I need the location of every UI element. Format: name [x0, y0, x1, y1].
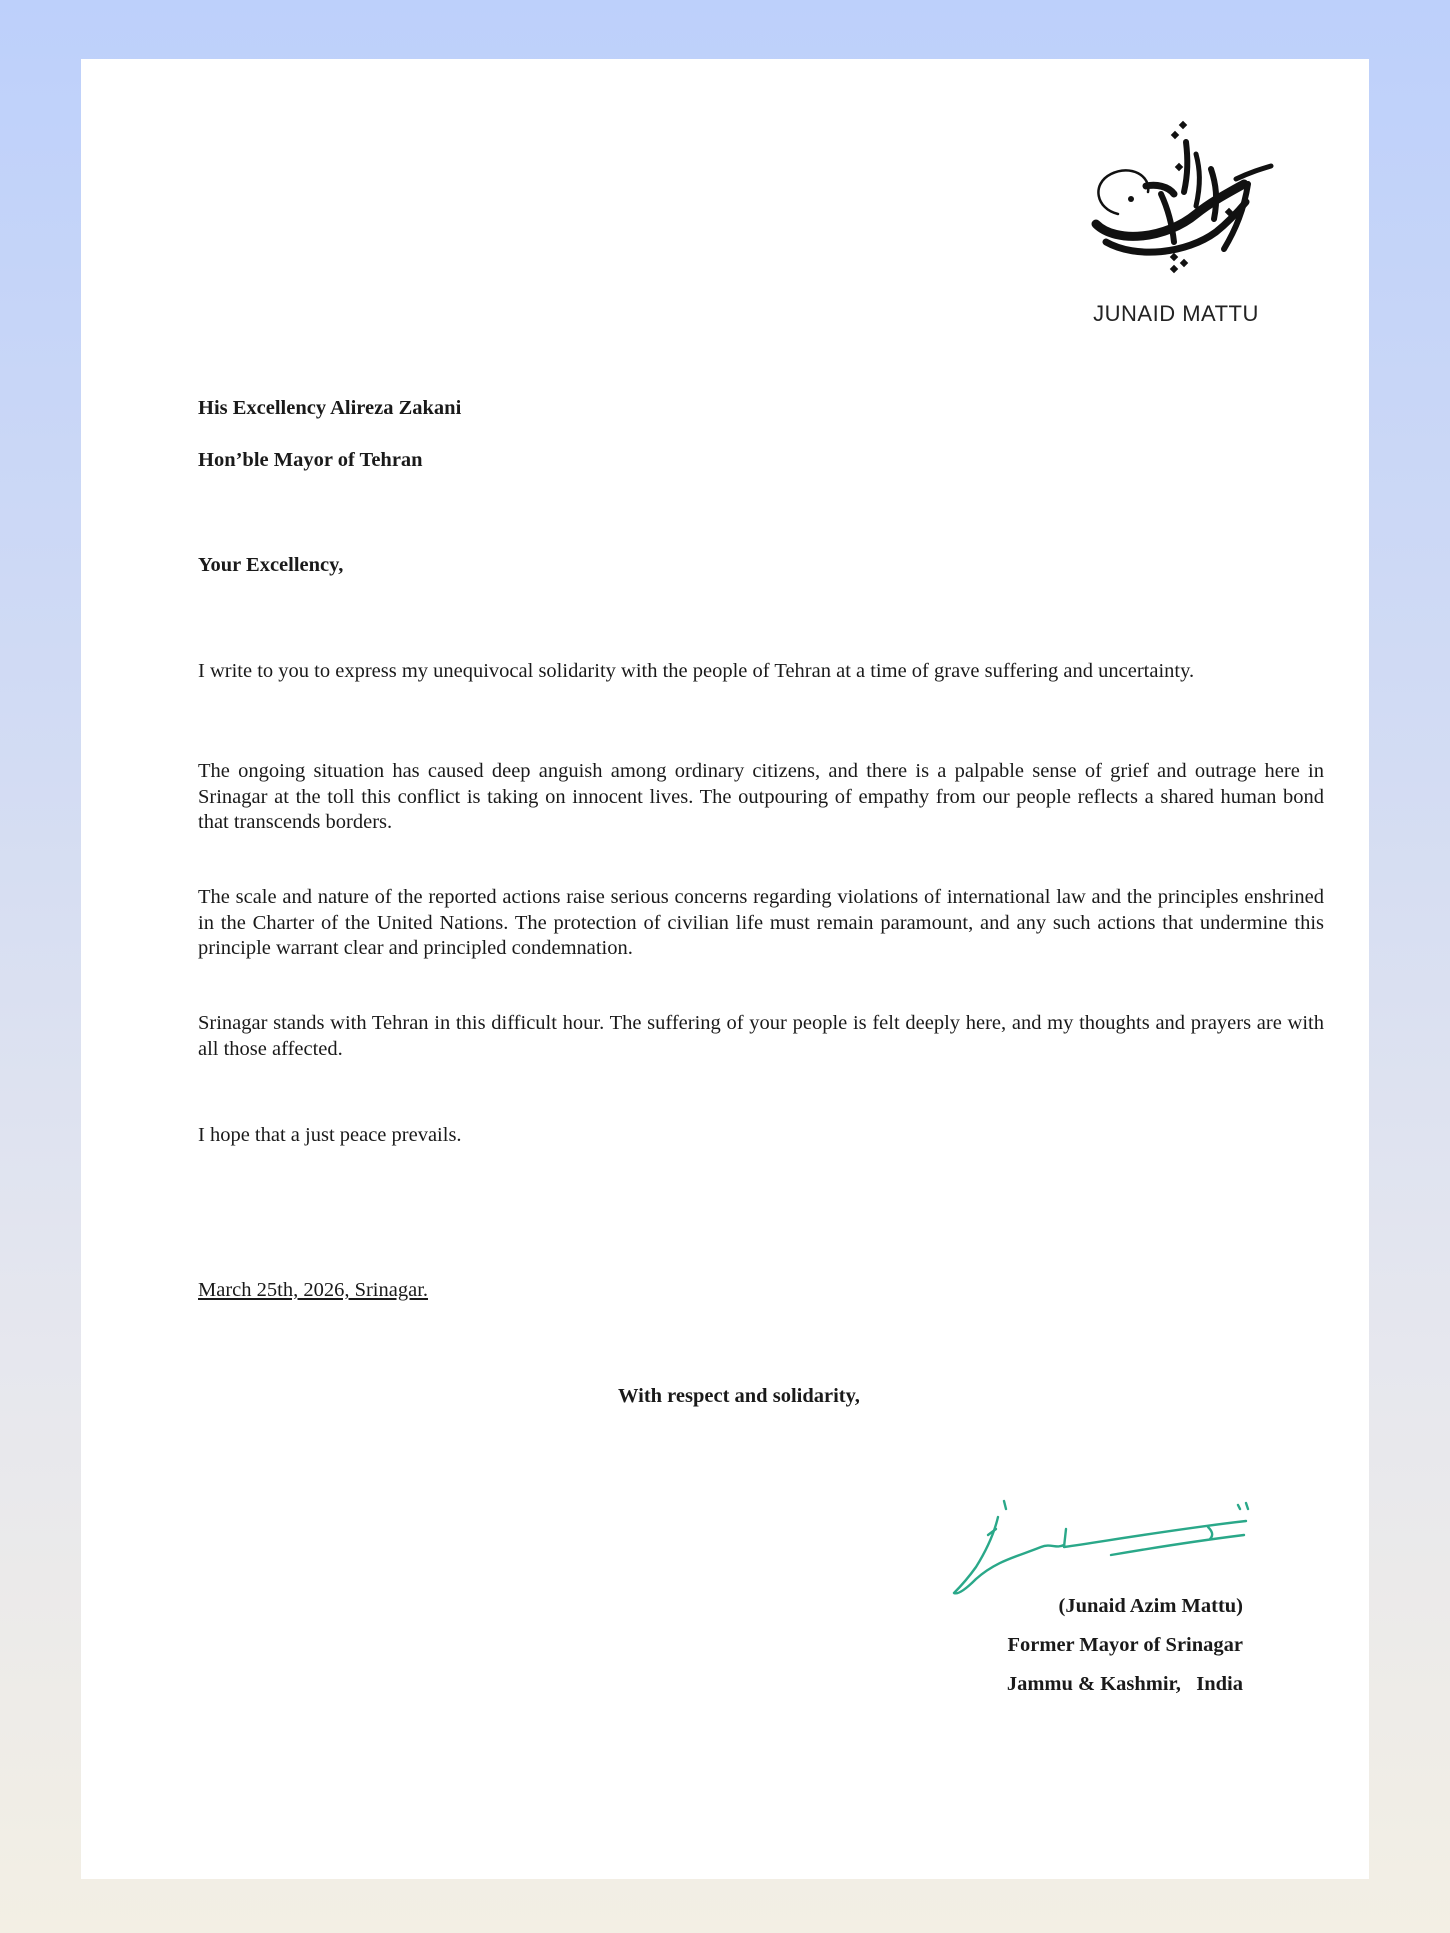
body-paragraph-1: I write to you to express my unequivocal solidarity with the people of Tehran at a time of grave suffering and uncertainty.: [198, 660, 1195, 682]
letter-page: [81, 59, 1369, 1879]
letterhead-logo: [1076, 114, 1276, 326]
signatory-location: Jammu & Kashmir, India: [1006, 1673, 1243, 1695]
recipient-name: His Excellency Alireza Zakani: [198, 397, 462, 419]
body-paragraph-3: The scale and nature of the reported actions raise serious concerns regarding violations of international law and the principles enshrined in the Charter of the United Nations. The protection of civilian life must remain paramount, and any such actions that undermine this principle warrant clear and principled condemnation.: [198, 886, 1324, 959]
body-paragraph-2: The ongoing situation has caused deep anguish among ordinary citizens, and there is a palpable sense of grief and outrage here in Srinagar at the toll this conflict is taking on innocent lives. The outpouring of empathy from our people reflects a shared human bond that transcends borders.: [198, 760, 1324, 833]
arabic-calligraphy-monogram-icon: [1076, 114, 1276, 299]
date-place: March 25th, 2026, Srinagar.: [198, 1279, 429, 1301]
recipient-title: Hon’ble Mayor of Tehran: [198, 449, 423, 471]
body-paragraph-5: I hope that a just peace prevails.: [198, 1124, 462, 1146]
handwritten-signature-icon: [946, 1489, 1346, 1609]
closing-line: With respect and solidarity,: [618, 1385, 860, 1407]
body-paragraph-4: Srinagar stands with Tehran in this difficult hour. The suffering of your people is felt deeply here, and my thoughts and prayers are with all those affected.: [198, 1012, 1324, 1060]
letterhead-name: JUNAID MATTU: [1093, 301, 1259, 326]
signatory-name: (Junaid Azim Mattu): [1058, 1595, 1243, 1617]
salutation: Your Excellency,: [198, 554, 344, 576]
signatory-position: Former Mayor of Srinagar: [1007, 1634, 1243, 1656]
